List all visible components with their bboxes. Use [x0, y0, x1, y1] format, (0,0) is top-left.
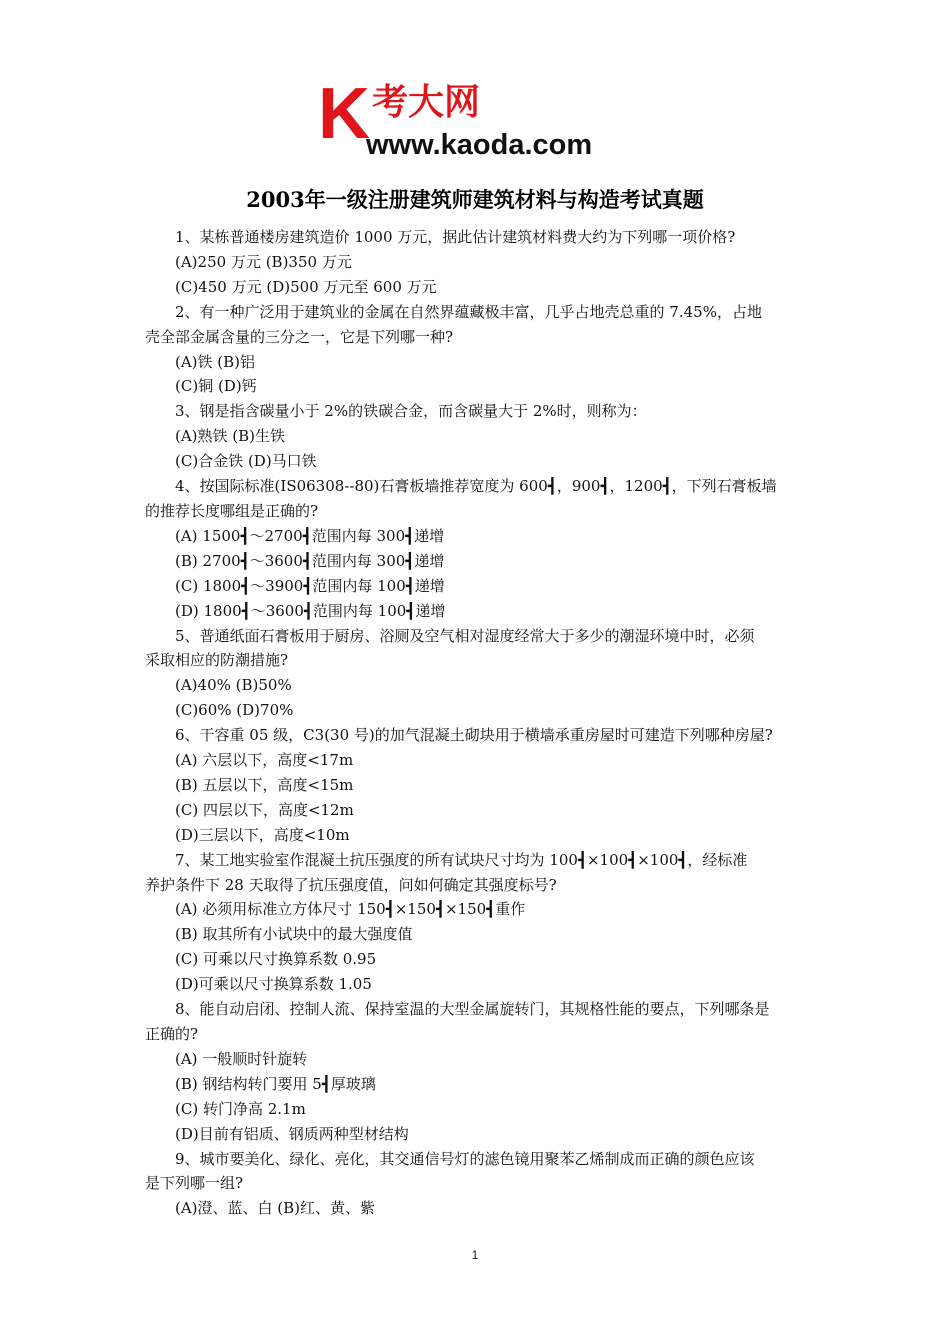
answer-options: (B) 钢结构转门要用 5┫厚玻璃 — [175, 1074, 376, 1093]
answer-options: (C)铜 (D)钙 — [175, 377, 257, 396]
question-text-continued: 采取相应的防潮措施? — [145, 651, 289, 670]
answer-options: (C) 可乘以尺寸换算系数 0.95 — [175, 950, 377, 969]
answer-options: (C) 1800┫～3900┫范围内每 100┫递增 — [175, 576, 445, 595]
kaoda-logo — [318, 78, 638, 160]
question-text: 8、能自动启闭、控制人流、保持室温的大型金属旋转门，其规格性能的要点，下列哪条是 — [175, 1000, 770, 1019]
answer-options: (D) 1800┫～3600┫范围内每 100┫递增 — [175, 601, 446, 620]
question-text: 4、按国际标准(IS06308--80)石膏板墙推荐宽度为 600┫，900┫，1200┫，下列石膏板墙 — [175, 477, 777, 496]
question-text-continued: 正确的? — [145, 1025, 199, 1043]
question-text-continued: 是下列哪一组? — [145, 1174, 244, 1193]
question-text: 1、某栋普通楼房建筑造价 1000 万元，据此估计建筑材料费大约为下列哪一项价格? — [175, 228, 736, 246]
answer-options: (A)铁 (B)铝 — [175, 352, 256, 371]
logo-graphic — [318, 78, 638, 160]
document-title: 2003年一级注册建筑师建筑材料与构造考试真题 — [246, 187, 704, 212]
question-text: 7、某工地实验室作混凝土抗压强度的所有试块尺寸均为 100┫×100┫×100┫，经标准 — [175, 850, 748, 869]
answer-options: (C) 转门净高 2.1m — [175, 1099, 306, 1118]
answer-options: (C)60% (D)70% — [175, 701, 294, 720]
question-text-continued: 养护条件下 28 天取得了抗压强度值，问如何确定其强度标号? — [145, 875, 557, 894]
answer-options: (C) 四层以下，高度<12m — [175, 800, 354, 819]
page-number: 1 — [471, 1248, 479, 1262]
question-text: 3、钢是指含碳量小于 2%的铁碳合金，而含碳量大于 2%时，则称为： — [175, 402, 647, 421]
answer-options: (D)可乘以尺寸换算系数 1.05 — [175, 975, 372, 994]
answer-options: (A)250 万元 (B)350 万元 — [175, 252, 352, 271]
question-text: 6、干容重 05 级，C3(30 号)的加气混凝土砌块用于横墙承重房屋时可建造下列哪种房屋? — [175, 726, 773, 745]
answer-options: (A) 必须用标准立方体尺寸 150┫×150┫×150┫重作 — [175, 900, 526, 919]
answer-options: (C)合金铁 (D)马口铁 — [175, 452, 317, 471]
logo-cn-name: 考大网 — [372, 82, 481, 123]
answer-options: (B) 取其所有小试块中的最大强度值 — [175, 925, 413, 944]
logo-k-letter: K — [318, 78, 370, 154]
question-text: 9、城市要美化、绿化、亮化，其交通信号灯的滤色镜用聚苯乙烯制成而正确的颜色应该 — [175, 1149, 755, 1168]
answer-options: (D)目前有铝质、钢质两种型材结构 — [175, 1124, 409, 1143]
answer-options: (A) 六层以下，高度<17m — [175, 751, 354, 770]
answer-options: (A)澄、蓝、白 (B)红、黄、紫 — [175, 1199, 376, 1218]
answer-options: (A) 1500┫～2700┫范围内每 300┫递增 — [175, 526, 445, 545]
logo-url: www.kaoda.com — [366, 129, 593, 160]
answer-options: (A)40% (B)50% — [175, 676, 292, 695]
answer-options: (D)三层以下，高度<10m — [175, 825, 350, 844]
question-list — [145, 225, 815, 1221]
question-text: 5、普通纸面石膏板用于厨房、浴厕及空气相对湿度经常大于多少的潮湿环境中时，必须 — [175, 626, 755, 645]
answer-options: (A)熟铁 (B)生铁 — [175, 427, 286, 446]
question-text-continued: 的推荐长度哪组是正确的? — [145, 501, 319, 520]
answer-options: (B) 2700┫～3600┫范围内每 300┫递增 — [175, 551, 445, 570]
answer-options: (B) 五层以下，高度<15m — [175, 775, 354, 794]
question-text-continued: 壳全部金属含量的三分之一，它是下列哪一种? — [145, 327, 454, 346]
answer-options: (C)450 万元 (D)500 万元至 600 万元 — [175, 277, 437, 296]
question-text: 2、有一种广泛用于建筑业的金属在自然界蕴藏极丰富，几乎占地壳总重的 7.45%，占地 — [175, 302, 762, 321]
answer-options: (A) 一般顺时针旋转 — [175, 1049, 308, 1068]
